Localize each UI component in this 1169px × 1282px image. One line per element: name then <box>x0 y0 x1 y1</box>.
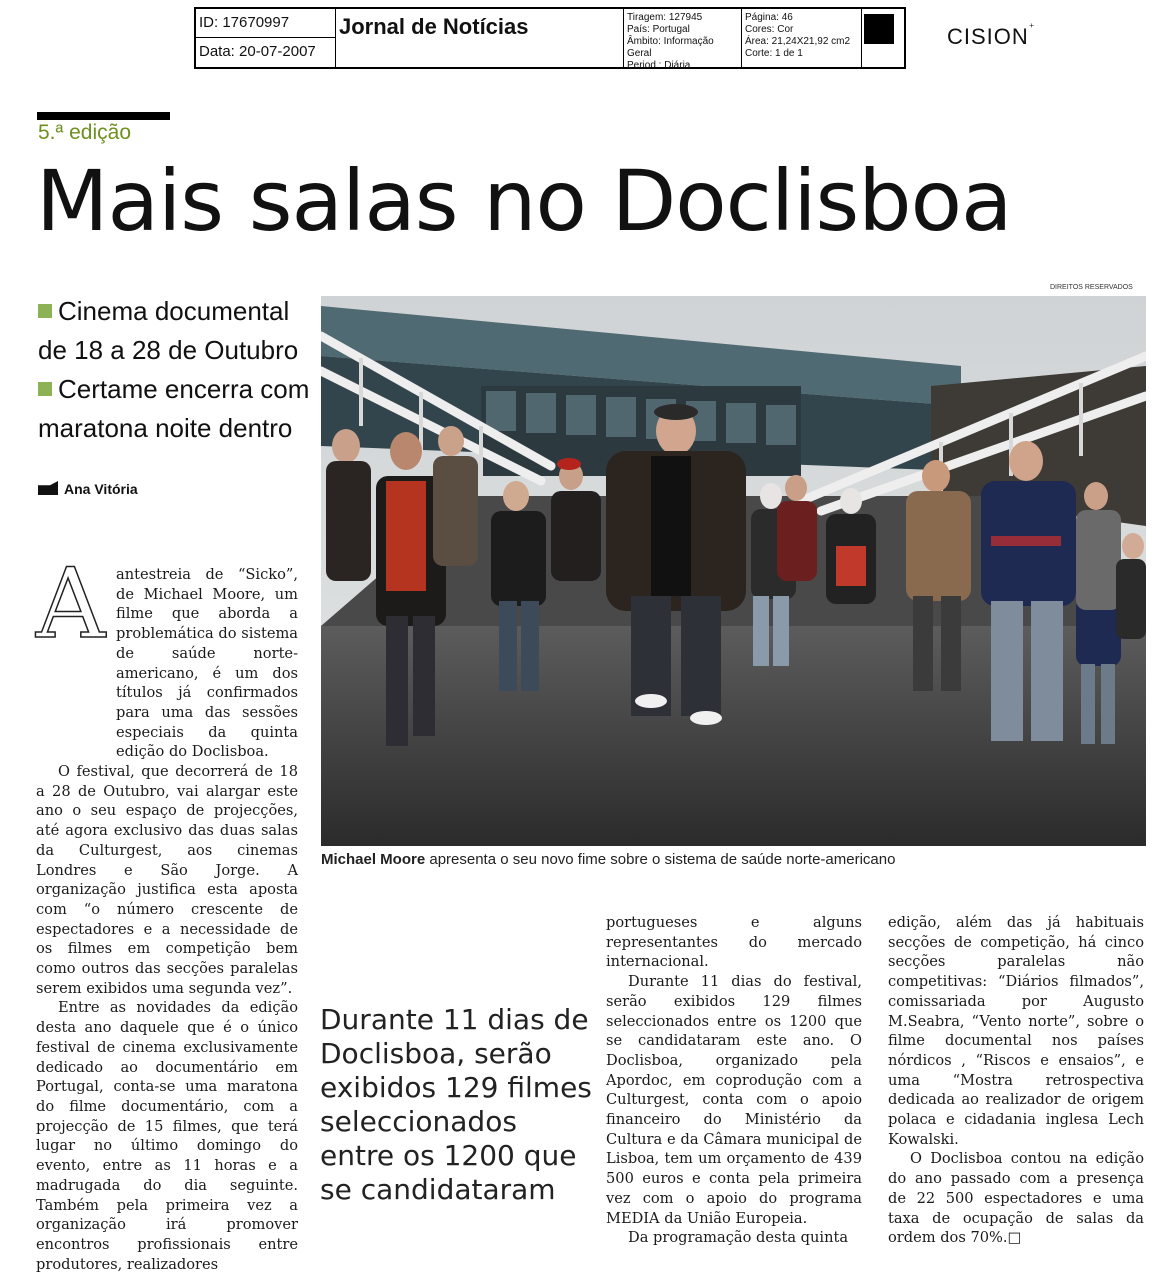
clipping-header <box>194 7 906 69</box>
deck <box>38 292 328 448</box>
photo-caption <box>321 851 895 868</box>
clipping-id-cell <box>196 9 336 67</box>
pagina: Página: 46 <box>745 12 793 23</box>
paragraph: Da programação desta quinta <box>628 1229 849 1247</box>
cores: Cores: Cor <box>745 24 794 35</box>
caption-text: apresenta o seu novo fime sobre o sistema de saúde norte-americano <box>425 851 896 868</box>
end-mark-icon: □ <box>1007 1229 1022 1247</box>
deck-text: Certame encerra com <box>58 374 310 404</box>
deck-line-4: maratona noite dentro <box>38 413 293 443</box>
drop-cap: A <box>36 548 106 660</box>
cision-wordmark: CISION <box>947 24 1029 49</box>
caption-subject: Michael Moore <box>321 851 426 868</box>
crowd-on-bridge-photo <box>321 296 1146 846</box>
paragraph: O festival, que decorrerá de 18 a 28 de Outubro, vai alargar este ano o seu espaço de projecções, até agora exclusivo das duas salas da Culturgest, aos cinemas Londres e São Jorge. A organização justifica esta aposta com “o número crescente de espectadores e a necessidade de os filmes em competição bem como outros das secções paralelas serem exibidos uma segunda vez”. <box>36 763 298 997</box>
paragraph <box>888 1149 1144 1248</box>
pull-quote: Durante 11 dias de Doclisboa, serão exibidos 129 filmes seleccionados entre os 1200 que se candidataram <box>320 1003 592 1206</box>
paragraph: edição, além das já habituais secções de competição, há cinco secções paralelas não competitivas: “Diários filmados”, comissariada por Augusto M.Seabra, “Vento norte”, sobre o filme documental nos países nórdicos , “Riscos e ensaios”, e uma “Mostra retrospectiva dedicada ao realizador de origem polaca e cidadania inglesa Lech Kowalski. <box>888 914 1144 1148</box>
kicker: 5.ª edição <box>38 121 132 144</box>
cision-logo <box>947 24 1036 50</box>
body-column-1 <box>36 565 298 1274</box>
bullet-square-icon <box>38 304 52 318</box>
page-info <box>742 9 862 67</box>
author-name: Ana Vitória <box>64 481 138 497</box>
color-swatch-cell <box>862 9 906 67</box>
headline: Mais salas no Doclisboa <box>36 152 1012 250</box>
section-rule <box>37 112 170 120</box>
area: Área: 21,24X21,92 cm2 <box>745 36 851 47</box>
circulation-info <box>624 9 742 71</box>
deck-line-1 <box>38 292 328 331</box>
paragraph: Durante 11 dias do festival, serão exibidos 129 filmes seleccionados entre os 1200 que se candidataram este ano. O Doclisboa, organizado pela Apordoc, em coprodução com a Culturgest, conta com o apoio financeiro do Ministério da Cultura e da Câmara municipal de Lisboa, tem um orçamento de 439 500 euros e conta pela primeira vez com o apoio do programa MEDIA da União Europeia. <box>606 973 862 1227</box>
color-swatch <box>864 14 894 44</box>
clipping-id: ID: 17670997 <box>196 9 335 38</box>
pen-icon <box>38 481 58 495</box>
article-photo <box>321 296 1146 846</box>
deck-line-2: de 18 a 28 de Outubro <box>38 335 299 365</box>
clipping-date: Data: 20-07-2007 <box>199 43 316 60</box>
deck-text: Cinema documental <box>58 296 290 326</box>
periodicidade: Period.: Diária <box>627 60 691 71</box>
paragraph: antestreia de “Sicko”, de Michael Moore, um filme que aborda a problemática do sistema de saúde norte-americano, é um dos títulos já confirmados para uma das sessões especiais da quinta edição do Doclisboa. <box>116 566 298 761</box>
bullet-square-icon <box>38 382 52 396</box>
body-column-2 <box>606 913 862 1248</box>
paragraph: Entre as novidades da edição desta ano daquele que é o único festival de cinema exclusivamente dedicado ao documentário em Portugal, conta-se uma maratona do filme documentário, com a projecção de 15 filmes, que terá lugar no último domingo do evento, entre as 11 horas e a madrugada do dia seguinte. Também pela primeira vez a organização irá promover encontros profissionais entre produtores, realizadores <box>36 999 298 1273</box>
deck-line-3 <box>38 370 328 409</box>
byline <box>38 481 138 497</box>
ambito: Âmbito: Informação Geral <box>627 36 714 59</box>
body-column-3 <box>888 913 1144 1248</box>
photo-credit: DIREITOS RESERVADOS <box>1050 284 1133 291</box>
pais: País: Portugal <box>627 24 690 35</box>
paragraph-text: O Doclisboa contou na edição do ano passado com a presença de 22 500 espectadores e uma taxa de ocupação de salas da ordem dos 70%. <box>888 1150 1144 1247</box>
tiragem: Tiragem: 127945 <box>627 12 703 23</box>
corte: Corte: 1 de 1 <box>745 48 803 59</box>
publication-name: Jornal de Notícias <box>336 9 624 67</box>
paragraph: portugueses e alguns representantes do mercado internacional. <box>606 914 862 971</box>
cision-mark: ⁺ <box>1028 22 1036 34</box>
